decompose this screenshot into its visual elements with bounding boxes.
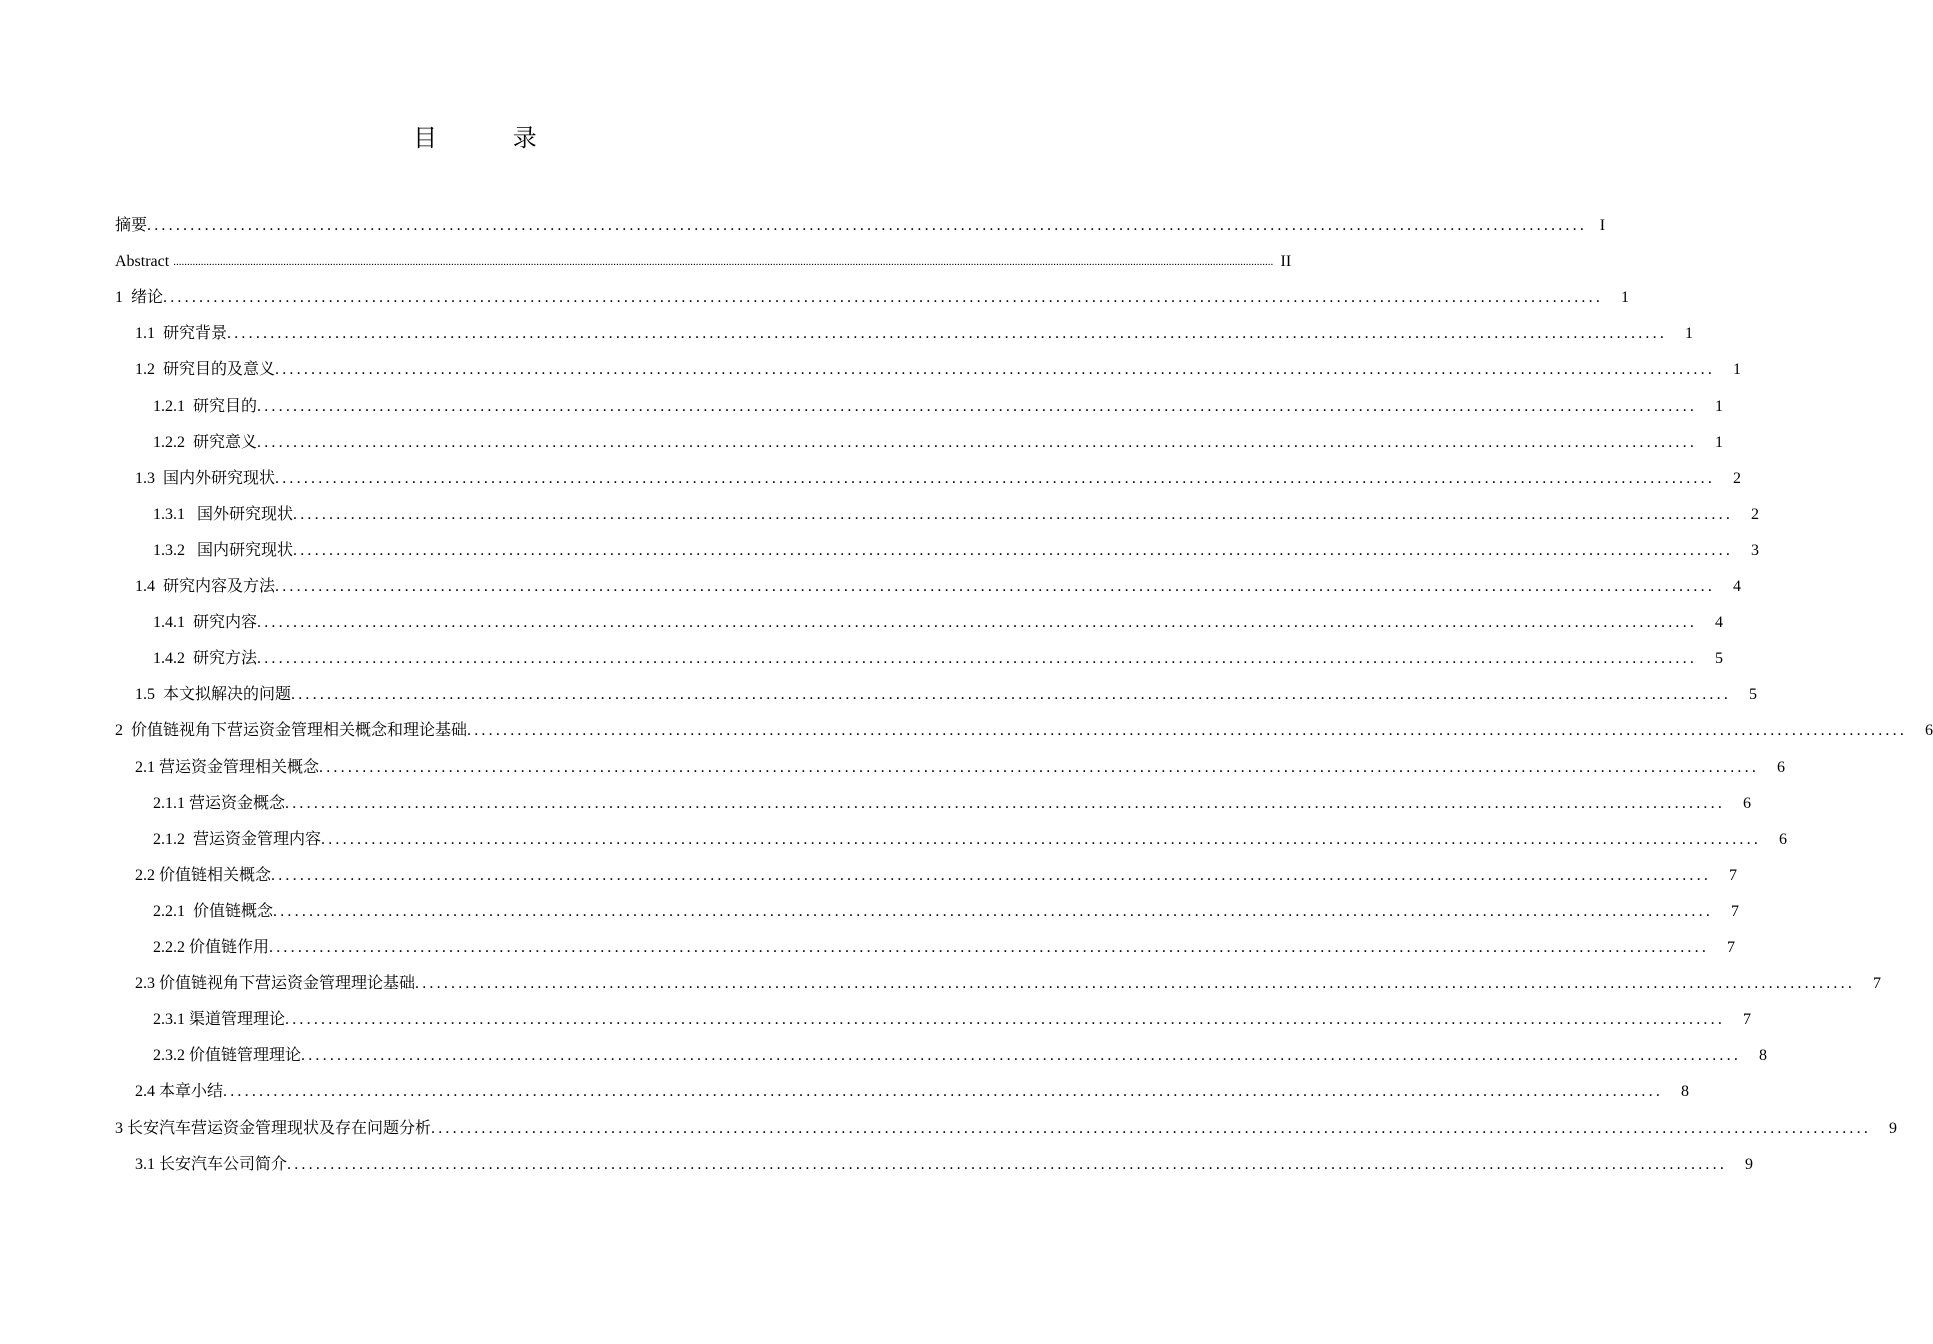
toc-entry-title: 3.1 长安汽车公司简介 bbox=[135, 1155, 288, 1173]
toc-entry-title: 1.4 研究内容及方法 bbox=[135, 578, 276, 595]
dot-leader: ........................................................................................................................................................................................................ bbox=[257, 397, 1698, 415]
toc-entry[interactable] bbox=[0, 1076, 1690, 1102]
toc-entry-title: 1.3.1 国外研究现状 bbox=[153, 505, 294, 523]
toc-title: 目 录 bbox=[413, 124, 571, 152]
toc-page-number: 7 bbox=[1727, 939, 1736, 956]
toc-entry-title: 2.1.2 营运资金管理内容 bbox=[153, 830, 322, 848]
toc-page-number: I bbox=[1599, 217, 1606, 234]
toc-entry[interactable] bbox=[0, 679, 1758, 705]
toc-entry-title: 2.3.2 价值链管理理论 bbox=[153, 1047, 302, 1065]
toc-entry[interactable] bbox=[0, 824, 1788, 850]
toc-entry[interactable] bbox=[0, 643, 1724, 669]
dot-leader: ........................................................................................................................................................................................................ bbox=[223, 1083, 1664, 1101]
dot-leader: ........................................................................................................................................................................................................ bbox=[163, 289, 1604, 307]
toc-page-number: 1 bbox=[1715, 397, 1724, 415]
toc-entry-title: 2.4 本章小结 bbox=[135, 1083, 224, 1101]
toc-entry-title: 2.2.1 价值链概念 bbox=[153, 902, 274, 920]
toc-page-number: 6 bbox=[1743, 794, 1752, 812]
toc-page-number: 6 bbox=[1925, 722, 1933, 740]
toc-page-number: II bbox=[1280, 253, 1292, 271]
dot-leader: ........................................................................................................................................................................................................ bbox=[293, 505, 1734, 523]
toc-entry[interactable] bbox=[0, 427, 1724, 453]
dot-leader: ........................................................................................................................................................................................................ bbox=[301, 1047, 1742, 1065]
toc-entry[interactable] bbox=[0, 1004, 1752, 1030]
toc-page-number: 4 bbox=[1715, 614, 1724, 632]
toc-entry[interactable] bbox=[0, 896, 1740, 922]
dot-leader: ........................................................................................................................................................................................................ bbox=[293, 541, 1734, 559]
toc-entry-title: 2.2.2 价值链作用 bbox=[153, 939, 270, 956]
toc-page-number: 1 bbox=[1621, 289, 1630, 307]
dot-leader: ........................................................................................................................................................................................................ bbox=[467, 722, 1908, 740]
toc-entry[interactable] bbox=[0, 391, 1724, 417]
toc-entry[interactable] bbox=[0, 1149, 1754, 1175]
toc-entry-title: 2.1.1 营运资金概念 bbox=[153, 794, 286, 812]
toc-entry-title: 2 价值链视角下营运资金管理相关概念和理论基础 bbox=[115, 722, 468, 740]
toc-entry-title: 2.3 价值链视角下营运资金管理理论基础 bbox=[135, 975, 416, 993]
dot-leader: ........................................................................................................................................................................................................ bbox=[285, 1011, 1726, 1029]
toc-entry[interactable] bbox=[0, 354, 1742, 380]
toc-entry-title: 1.3 国内外研究现状 bbox=[135, 469, 276, 487]
toc-entry[interactable] bbox=[0, 1040, 1768, 1066]
toc-entry-title: 2.1 营运资金管理相关概念 bbox=[135, 758, 320, 776]
toc-entry-title: 1.4.2 研究方法 bbox=[153, 650, 258, 668]
toc-entry-title: 1.2.1 研究目的 bbox=[153, 397, 258, 415]
dot-leader: ........................................................................................................................................................................................................ bbox=[285, 794, 1726, 812]
toc-entry-title: 1.2 研究目的及意义 bbox=[135, 361, 276, 379]
toc-entry[interactable] bbox=[0, 752, 1786, 778]
toc-entry[interactable] bbox=[0, 607, 1724, 633]
toc-entry[interactable] bbox=[0, 282, 1630, 308]
toc-entry[interactable] bbox=[0, 788, 1752, 814]
dot-leader: ........................................................................................................................................................................................................ bbox=[269, 939, 1710, 956]
dot-leader: ........................................................................................................................................................................................................ bbox=[147, 217, 1588, 234]
toc-page-number: 7 bbox=[1743, 1011, 1752, 1029]
toc-entry[interactable] bbox=[0, 571, 1742, 597]
toc-page-number: 6 bbox=[1779, 830, 1788, 848]
dot-leader: ........................................................................................................................................................................................................ bbox=[227, 325, 1668, 343]
toc-entry[interactable] bbox=[0, 535, 1760, 561]
toc-page-number: 7 bbox=[1729, 866, 1738, 884]
toc-page-number: 7 bbox=[1731, 902, 1740, 920]
toc-page-number: 9 bbox=[1745, 1155, 1754, 1173]
toc-page-number: 4 bbox=[1733, 578, 1742, 595]
dot-leader: ........................................................................................................................................................................................................ bbox=[271, 866, 1712, 884]
toc-entry-title: 3 长安汽车营运资金管理现状及存在问题分析 bbox=[115, 1119, 432, 1137]
toc-entry[interactable] bbox=[0, 318, 1694, 344]
toc-entry[interactable] bbox=[0, 499, 1760, 525]
toc-entry[interactable] bbox=[0, 463, 1742, 489]
toc-entry-title: 1.4.1 研究内容 bbox=[153, 614, 258, 632]
toc-entry-title: 1 绪论 bbox=[115, 289, 164, 307]
toc-entry-title: 1.3.2 国内研究现状 bbox=[153, 541, 294, 559]
toc-entry-title: 1.2.2 研究意义 bbox=[153, 433, 258, 451]
dot-leader: ................................................................................................................................................................................................................................................................................................................................................................................................................ bbox=[173, 256, 1274, 269]
dot-leader: ........................................................................................................................................................................................................ bbox=[257, 614, 1698, 632]
toc-page-number: 1 bbox=[1733, 361, 1742, 379]
toc-page-number: 8 bbox=[1681, 1083, 1690, 1101]
dot-leader: ........................................................................................................................................................................................................ bbox=[319, 758, 1760, 776]
toc-page-number: 1 bbox=[1685, 325, 1694, 343]
toc-entry-title: 1.1 研究背景 bbox=[135, 325, 228, 343]
toc-page-number: 7 bbox=[1873, 975, 1882, 993]
dot-leader: ........................................................................................................................................................................................................ bbox=[321, 830, 1762, 848]
toc-page-number: 8 bbox=[1759, 1047, 1768, 1065]
dot-leader: ........................................................................................................................................................................................................ bbox=[275, 469, 1716, 487]
toc-page-number: 9 bbox=[1889, 1119, 1898, 1137]
toc-entry[interactable] bbox=[0, 860, 1738, 886]
dot-leader: ........................................................................................................................................................................................................ bbox=[275, 578, 1716, 595]
toc-page-number: 2 bbox=[1733, 469, 1742, 487]
dot-leader: ........................................................................................................................................................................................................ bbox=[291, 686, 1732, 704]
dot-leader: ........................................................................................................................................................................................................ bbox=[415, 975, 1856, 993]
toc-entry-title: 2.3.1 渠道管理理论 bbox=[153, 1011, 286, 1029]
toc-entry-title: 1.5 本文拟解决的问题 bbox=[135, 686, 292, 704]
toc-page-number: 5 bbox=[1749, 686, 1758, 704]
dot-leader: ........................................................................................................................................................................................................ bbox=[273, 902, 1714, 920]
toc-entry-title: Abstract bbox=[115, 253, 174, 271]
toc-page-number: 3 bbox=[1751, 541, 1760, 559]
toc-entry-title: 摘要 bbox=[115, 217, 148, 234]
dot-leader: ........................................................................................................................................................................................................ bbox=[287, 1155, 1728, 1173]
dot-leader: ........................................................................................................................................................................................................ bbox=[431, 1119, 1872, 1137]
toc-entry[interactable] bbox=[0, 932, 1736, 958]
toc-entry[interactable] bbox=[0, 210, 1606, 236]
dot-leader: ........................................................................................................................................................................................................ bbox=[257, 433, 1698, 451]
toc-page-number: 1 bbox=[1715, 433, 1724, 451]
toc-entry[interactable] bbox=[0, 246, 1292, 272]
dot-leader: ........................................................................................................................................................................................................ bbox=[257, 650, 1698, 668]
toc-entry[interactable] bbox=[0, 715, 1933, 741]
toc-page-number: 6 bbox=[1777, 758, 1786, 776]
toc-entry[interactable] bbox=[0, 1113, 1898, 1139]
toc-entry[interactable] bbox=[0, 968, 1882, 994]
toc-entry-title: 2.2 价值链相关概念 bbox=[135, 866, 272, 884]
toc-page-number: 2 bbox=[1751, 505, 1760, 523]
toc-page-number: 5 bbox=[1715, 650, 1724, 668]
dot-leader: ........................................................................................................................................................................................................ bbox=[275, 361, 1716, 379]
